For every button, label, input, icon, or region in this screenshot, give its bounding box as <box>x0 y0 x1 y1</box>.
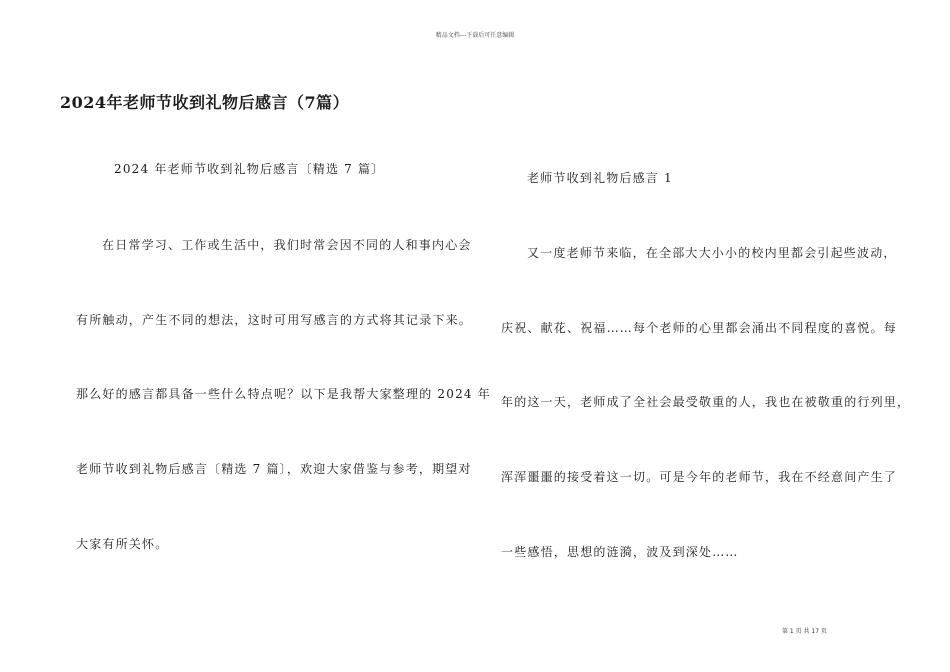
right-paragraph-line: 庆祝、献花、祝福……每个老师的心里都会涌出不同程度的喜悦。每 <box>501 321 898 335</box>
right-paragraph-line: 年的这一天，老师成了全社会最受敬重的人，我也在被敬重的行列里， <box>501 395 911 409</box>
right-paragraph-line: 一些感悟，思想的涟漪，波及到深处…… <box>501 545 739 559</box>
page-indicator: 第 1 页 共 17 页 <box>782 628 827 635</box>
left-paragraph-line: 大家有所关怀。 <box>76 537 169 551</box>
left-paragraph-line: 有所触动，产生不同的想法，这时可用写感言的方式将其记录下来。 <box>76 313 473 327</box>
left-subtitle: 2024 年老师节收到礼物后感言〔精选 7 篇〕 <box>114 162 385 176</box>
section-heading: 老师节收到礼物后感言 1 <box>527 171 673 185</box>
header-note: 精品文档---下载后可任意编辑 <box>435 32 515 39</box>
left-paragraph-line: 那么好的感言都具备一些什么特点呢？以下是我帮大家整理的 2024 年 <box>76 387 491 401</box>
document-title: 2024年老师节收到礼物后感言（7篇） <box>60 93 350 112</box>
left-paragraph-line: 在日常学习、工作或生活中，我们时常会因不同的人和事内心会 <box>102 238 472 252</box>
right-paragraph-line: 又一度老师节来临，在全部大大小小的校内里都会引起些波动， <box>527 246 897 260</box>
left-paragraph-line: 老师节收到礼物后感言〔精选 7 篇〕，欢迎大家借鉴与参考，期望对 <box>76 462 472 476</box>
right-paragraph-line: 浑浑噩噩的接受着这一切。可是今年的老师节，我在不经意间产生了 <box>501 470 898 484</box>
